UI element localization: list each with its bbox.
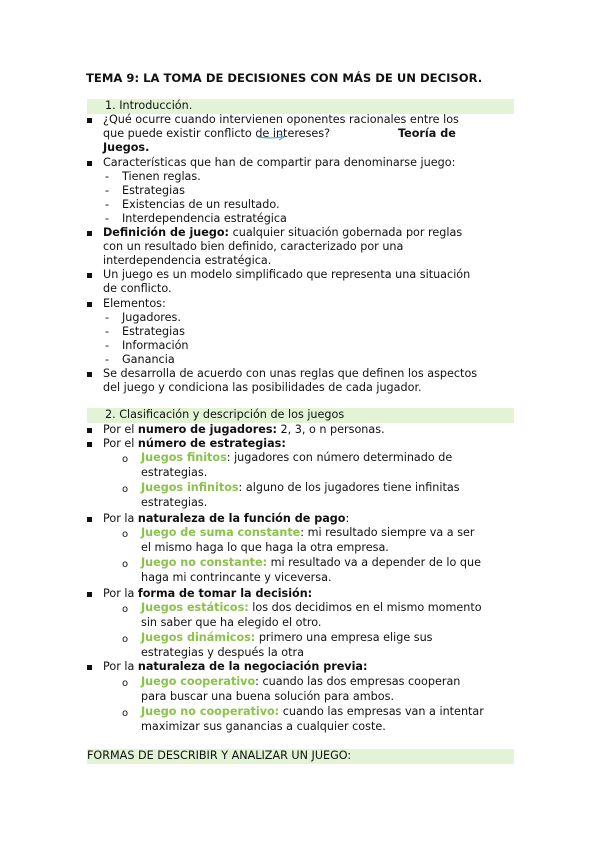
list-item: Información — [122, 339, 189, 352]
cooperativo-line-1: Juego cooperativo: cuando las dos empresas cooperan — [141, 675, 461, 688]
forma-line: Por la forma de tomar la decisión: — [103, 587, 313, 600]
finitos-line-2: estrategias. — [141, 466, 208, 479]
desarrolla-line-2: del juego y condiciona las posibilidades de cada jugador. — [103, 381, 422, 394]
modelo-line-1: Un juego es un modelo simplificado que representa una situación — [103, 268, 471, 281]
noconstante-line-2: haga mi contrincante y viceversa. — [141, 571, 332, 584]
dash-bullet: - — [105, 325, 110, 338]
infinitos-line-2: estrategias. — [141, 496, 208, 509]
circle-bullet: o — [122, 604, 129, 615]
bullet-square — [87, 273, 92, 278]
list-item: Estrategias — [122, 184, 185, 197]
definicion-line-1: Definición de juego: cualquier situación gobernada por reglas — [103, 226, 463, 239]
bullet-square — [87, 372, 92, 377]
definicion-line-2: con un resultado bien definido, caracterizado por una — [103, 240, 404, 253]
dash-bullet: - — [105, 198, 110, 211]
circle-bullet: o — [122, 678, 129, 689]
teoria-label: Teoría de — [398, 127, 456, 140]
bullet-square — [87, 517, 92, 522]
section-heading-clasificacion: 2. Clasificación y descripción de los juegos — [87, 408, 514, 423]
bullet-square — [87, 665, 92, 670]
pago-line: Por la naturaleza de la función de pago: — [103, 512, 350, 525]
list-item: Ganancia — [122, 353, 175, 366]
teoria-label-2: Juegos. — [103, 141, 150, 154]
list-item: Tienen reglas. — [122, 170, 201, 183]
nocooperativo-line-2: maximizar sus ganancias a cualquier coste. — [141, 720, 386, 733]
list-item: Existencias de un resultado. — [122, 198, 280, 211]
dinamicos-line-1: Juegos dinámicos: primero una empresa elige sus — [141, 631, 433, 644]
arrow-icon — [258, 133, 288, 141]
nocooperativo-line-1: Juego no cooperativo: cuando las empresas van a intentar — [141, 705, 484, 718]
jugadores-line: Por el numero de jugadores: 2, 3, o n personas. — [103, 423, 385, 436]
section-heading-intro: 1. Introducción. — [87, 99, 514, 114]
section-heading-formas: FORMAS DE DESCRIBIR Y ANALIZAR UN JUEGO: — [87, 749, 514, 764]
circle-bullet: o — [122, 454, 129, 465]
desarrolla-line-1: Se desarrolla de acuerdo con unas reglas que definen los aspectos — [103, 367, 478, 380]
definicion-line-3: interdependencia estratégica. — [103, 254, 272, 267]
estaticos-line-2: sin saber que ha elegido el otro. — [141, 616, 322, 629]
negociacion-line: Por la naturaleza de la negociación previa: — [103, 660, 368, 673]
elementos-line: Elementos: — [103, 297, 166, 310]
list-item: Estrategias — [122, 325, 185, 338]
bullet-square — [87, 231, 92, 236]
suma-line-2: el mismo haga lo que haga la otra empresa. — [141, 541, 389, 554]
circle-bullet: o — [122, 484, 129, 495]
dash-bullet: - — [105, 184, 110, 197]
question-line-1: ¿Qué ocurre cuando intervienen oponentes racionales entre los — [103, 113, 459, 126]
question-line-2: que puede existir conflicto de intereses? — [103, 127, 331, 140]
dinamicos-line-2: estrategias y después la otra — [141, 646, 304, 659]
dash-bullet: - — [105, 311, 110, 324]
finitos-line-1: Juegos finitos: jugadores con número determinado de — [141, 451, 453, 464]
circle-bullet: o — [122, 559, 129, 570]
bullet-square — [87, 428, 92, 433]
dash-bullet: - — [105, 170, 110, 183]
bullet-square — [87, 302, 92, 307]
list-item: Jugadores. — [122, 311, 181, 324]
dash-bullet: - — [105, 353, 110, 366]
list-item: Interdependencia estratégica — [122, 212, 287, 225]
noconstante-line-1: Juego no constante: mi resultado va a depender de lo que — [141, 556, 481, 569]
estaticos-line-1: Juegos estáticos: los dos decidimos en el mismo momento — [141, 601, 482, 614]
bullet-square — [87, 442, 92, 447]
document-title: TEMA 9: LA TOMA DE DECISIONES CON MÁS DE UN DECISOR. — [86, 71, 483, 85]
bullet-square — [87, 592, 92, 597]
estrategias-line: Por el número de estrategias: — [103, 437, 286, 450]
bullet-square — [87, 161, 92, 166]
circle-bullet: o — [122, 708, 129, 719]
infinitos-line-1: Juegos infinitos: alguno de los jugadores tiene infinitas — [141, 481, 460, 494]
circle-bullet: o — [122, 634, 129, 645]
bullet-square — [87, 118, 92, 123]
circle-bullet: o — [122, 529, 129, 540]
suma-line-1: Juego de suma constante: mi resultado siempre va a ser — [141, 526, 475, 539]
dash-bullet: - — [105, 212, 110, 225]
cooperativo-line-2: para buscar una buena solución para ambos. — [141, 690, 394, 703]
dash-bullet: - — [105, 339, 110, 352]
caracteristicas-line: Características que han de compartir para denominarse juego: — [103, 156, 456, 169]
modelo-line-2: de conflicto. — [103, 282, 172, 295]
